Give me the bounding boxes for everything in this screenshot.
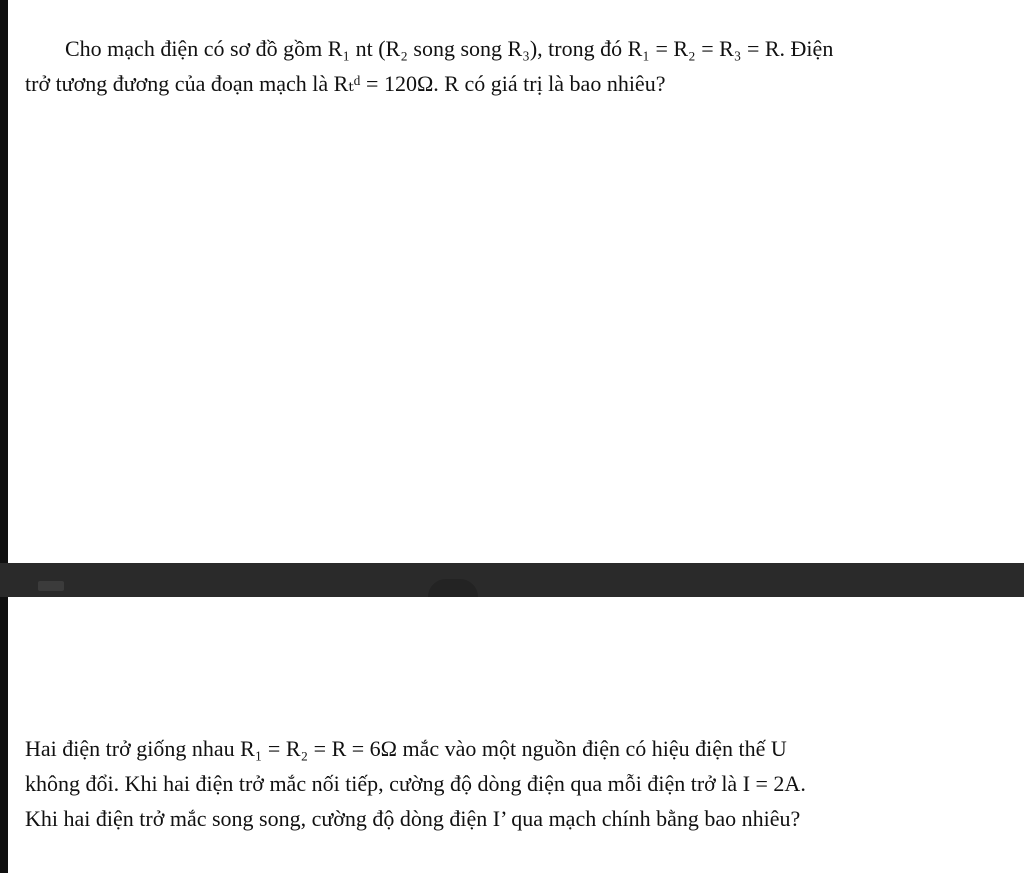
divider-artifact [38, 581, 64, 591]
question-1-paragraph [25, 31, 1015, 101]
question-2-line-3: Khi hai điện trở mắc song song, cường độ dòng điện I’ qua mạch chính bằng bao nhiêu? [25, 806, 801, 831]
question-2-line-1: Hai điện trở giống nhau R₁ = R₂ = R = 6Ω mắc vào một nguồn điện có hiệu điện thế U [25, 736, 787, 761]
question-2-paragraph [25, 731, 1015, 836]
question-1-line-2: trở tương đương của đoạn mạch là Rₜᵈ = 120Ω. R có giá trị là bao nhiêu? [25, 71, 666, 96]
question-1-line-1: Cho mạch điện có sơ đồ gồm R₁ nt (R₂ song song R₃), trong đó R₁ = R₂ = R₃ = R. Điện [65, 36, 834, 61]
page-divider [0, 563, 1024, 597]
document-page-bottom [8, 597, 1024, 873]
divider-artifact-round [428, 579, 478, 597]
question-2-line-2: không đổi. Khi hai điện trở mắc nối tiếp, cường độ dòng điện qua mỗi điện trở là I = 2A. [25, 771, 806, 796]
screen-left-edge [0, 0, 8, 873]
document-page-top [8, 0, 1024, 563]
